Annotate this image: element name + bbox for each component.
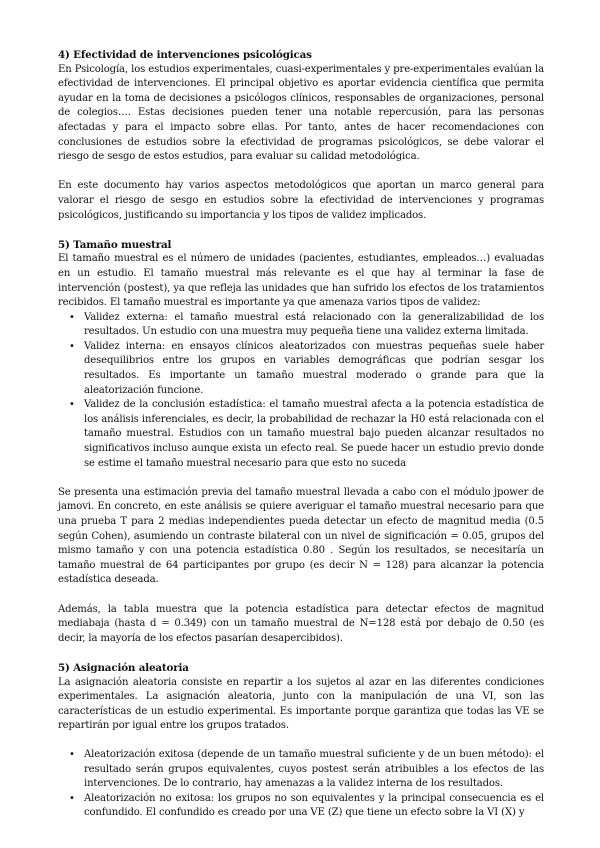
randomization-bullet-list [58, 748, 544, 821]
paragraph-tamano-muestral-intro: El tamaño muestral es el número de unidades (pacientes, estudiantes, empleados…) evaluadas en un estudio. El tamaño muestral más relevante es el que hay al terminar la fase de intervención (postest), ya que refleja las unidades que han sufrido los efectos de los tratamientos recibidos. El tamaño muestral es importante ya que amenaza varios tipos de validez: [58, 253, 544, 309]
document-page [58, 48, 544, 821]
section-heading-efectividad: 4) Efectividad de intervenciones psicológicas [58, 49, 312, 61]
paragraph-estimacion-potencia: Se presenta una estimación previa del tamaño muestral llevada a cabo con el módulo jpower de jamovi. En concreto, en este análisis se quiere averiguar el tamaño muestral necesario para que una prueba T para 2 medias independientes pueda detectar un efecto de magnitud media (0.5 según Cohen), asumiendo un contraste bilateral con un nivel de significación = 0.05, grupos del mismo tamaño y con una potencia estadística 0.80 . Según los resultados, se necesitaría un tamaño muestral de 64 participantes por grupo (es decir N = 128) para alcanzar la potencia estadística deseada. [58, 486, 544, 586]
paragraph-marco-general: En este documento hay varios aspectos metodológicos que aportan un marco general para valorar el riesgo de sesgo en estudios sobre la efectividad de intervenciones y programas psicológicos, justificando su importancia y los tipos de validez implicados. [58, 180, 544, 221]
section-heading-tamano-muestral: 5) Tamaño muestral [58, 238, 172, 251]
bullet-aleatorizacion-exitosa: • Aleatorización exitosa (depende de un tamaño muestral suficiente y de un buen método): el resultado serán grupos equivalentes, cuyos postest serán atribuibles a los efectos de las intervenciones. De lo contrario, hay amenazas a la validez interna de los resultados. [84, 748, 544, 792]
paragraph-spacer [58, 471, 544, 486]
paragraph-efectividad-intro: En Psicología, los estudios experimentales, cuasi-experimentales y pre-experimentales evalúan la efectividad de intervenciones. El principal objetivo es aportar evidencia científica que permita ayudar en la toma de decisiones a psicólogos clínicos, responsables de organizaciones, personal de colegios…. Estas decisiones pueden tener una notable repercusión, para las personas afectadas y para el impacto sobre ellas. Por tanto, antes de hacer recomendaciones con conclusiones de estudios sobre la efectividad de programas psicológicos, se debe valorar el riesgo de sesgo de estos estudios, para evaluar su calidad metodológica. [58, 63, 544, 163]
paragraph-spacer [58, 646, 544, 661]
validity-bullet-list [58, 311, 544, 472]
paragraph-spacer [58, 223, 544, 238]
paragraph-asignacion-intro: La asignación aleatoria consiste en repartir a los sujetos al azar en las diferentes condiciones experimentales. La asignación aleatoria, junto con la manipulación de una VI, son las características de un estudio experimental. Es importante porque garantiza que todas las VE se repartirán por igual entre los grupos tratados. [58, 676, 544, 732]
paragraph-spacer [58, 165, 544, 180]
bullet-validez-conclusion: • Validez de la conclusión estadística: el tamaño muestral afecta a la potencia estadística de los análisis inferenciales, es decir, la probabilidad de rechazar la H0 está relacionada con el tamaño muestral. Estudios con un tamaño muestral bajo pueden alcanzar resultados no significativos incluso aunque exista un efecto real. Se puede hacer un estudio previo donde se estime el tamaño muestral necesario para que esto no suceda [84, 398, 544, 471]
bullet-validez-externa: • Validez externa: el tamaño muestral está relacionado con la generalizabilidad de los resultados. Un estudio con una muestra muy pequeña tiene una validez externa limitada. [84, 311, 544, 340]
section-heading-asignacion: 5) Asignación aleatoria [58, 661, 189, 674]
paragraph-tabla-potencia: Además, la tabla muestra que la potencia estadística para detectar efectos de magnitud mediabaja (hasta d = 0.349) con un tamaño muestral de N=128 está por debajo de 0.50 (es decir, la mayoría de los efectos pasarían desapercibidos). [58, 603, 544, 644]
bullet-validez-interna: • Validez interna: en ensayos clínicos aleatorizados con muestras pequeñas suele haber desequilibrios entre los grupos en variables demográficas que podrían sesgar los resultados. Es importante un tamaño muestral moderado o grande para que la aleatorización funcione. [84, 340, 544, 398]
bullet-aleatorizacion-no-exitosa: • Aleatorización no exitosa: los grupos no son equivalentes y la principal consecuencia es el confundido. El confundido es creado por una VE (Z) que tiene un efecto sobre la VI (X) y [84, 792, 544, 821]
paragraph-spacer [58, 588, 544, 603]
